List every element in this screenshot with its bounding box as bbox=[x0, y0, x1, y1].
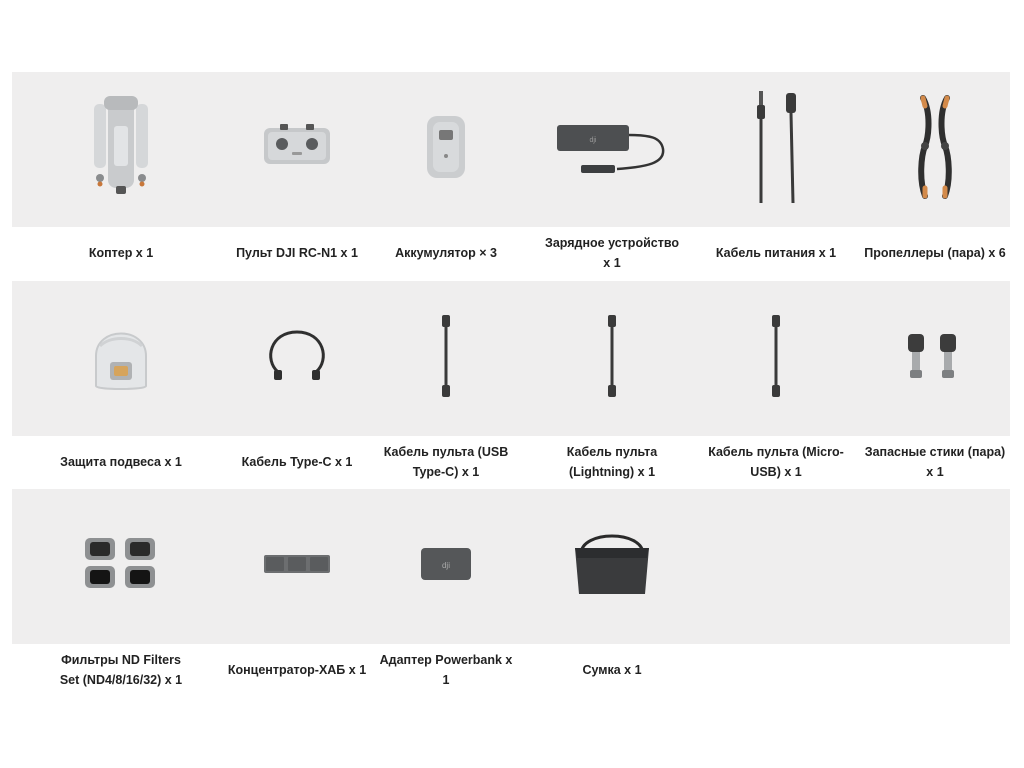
svg-text:dji: dji bbox=[589, 137, 597, 144]
battery-icon bbox=[369, 72, 523, 222]
bag-icon bbox=[535, 489, 689, 639]
rc-cable-lightning-icon bbox=[535, 281, 689, 431]
svg-text:dji: dji bbox=[441, 561, 451, 570]
item-label: Сумка x 1 bbox=[582, 663, 642, 677]
rc-cable-micro-usb-icon bbox=[699, 281, 853, 431]
power-cable-icon bbox=[699, 72, 853, 222]
item-label: Запасные стики (пара) x 1 bbox=[864, 445, 1006, 479]
rc-cable-usb-c-icon bbox=[369, 281, 523, 431]
item-label: Адаптер Powerbank x 1 bbox=[379, 653, 513, 687]
gimbal-protector-icon bbox=[44, 281, 198, 431]
nd-filters-icon bbox=[44, 489, 198, 639]
drone-icon bbox=[44, 72, 198, 222]
item-label: Защита подвеса x 1 bbox=[60, 455, 182, 469]
item-label: Кабель пульта (USB Type-C) x 1 bbox=[383, 445, 509, 479]
item-label: Кабель пульта (Micro-USB) x 1 bbox=[708, 445, 844, 479]
charging-hub-icon bbox=[220, 489, 374, 639]
item-label: Кабель пульта (Lightning) x 1 bbox=[566, 445, 658, 479]
item-label: Зарядное устройство x 1 bbox=[545, 236, 679, 270]
powerbank-adapter-icon bbox=[369, 489, 523, 639]
item-label: Пропеллеры (пара) x 6 bbox=[864, 246, 1006, 260]
spare-sticks-icon bbox=[858, 281, 1012, 431]
propellers-icon bbox=[858, 72, 1012, 222]
item-label: Фильтры ND Filters Set (ND4/8/16/32) x 1 bbox=[59, 653, 183, 687]
item-label: Кабель Type-C x 1 bbox=[241, 455, 353, 469]
item-label: Концентратор-ХАБ x 1 bbox=[227, 663, 367, 677]
item-label: Пульт DJI RC-N1 x 1 bbox=[236, 246, 358, 260]
charger-icon bbox=[535, 72, 689, 222]
item-label: Кабель питания x 1 bbox=[715, 246, 837, 260]
item-label: Аккумулятор × 3 bbox=[395, 246, 497, 260]
item-label: Коптер x 1 bbox=[88, 246, 154, 260]
remote-controller-icon bbox=[220, 72, 374, 222]
type-c-cable-icon bbox=[220, 281, 374, 431]
